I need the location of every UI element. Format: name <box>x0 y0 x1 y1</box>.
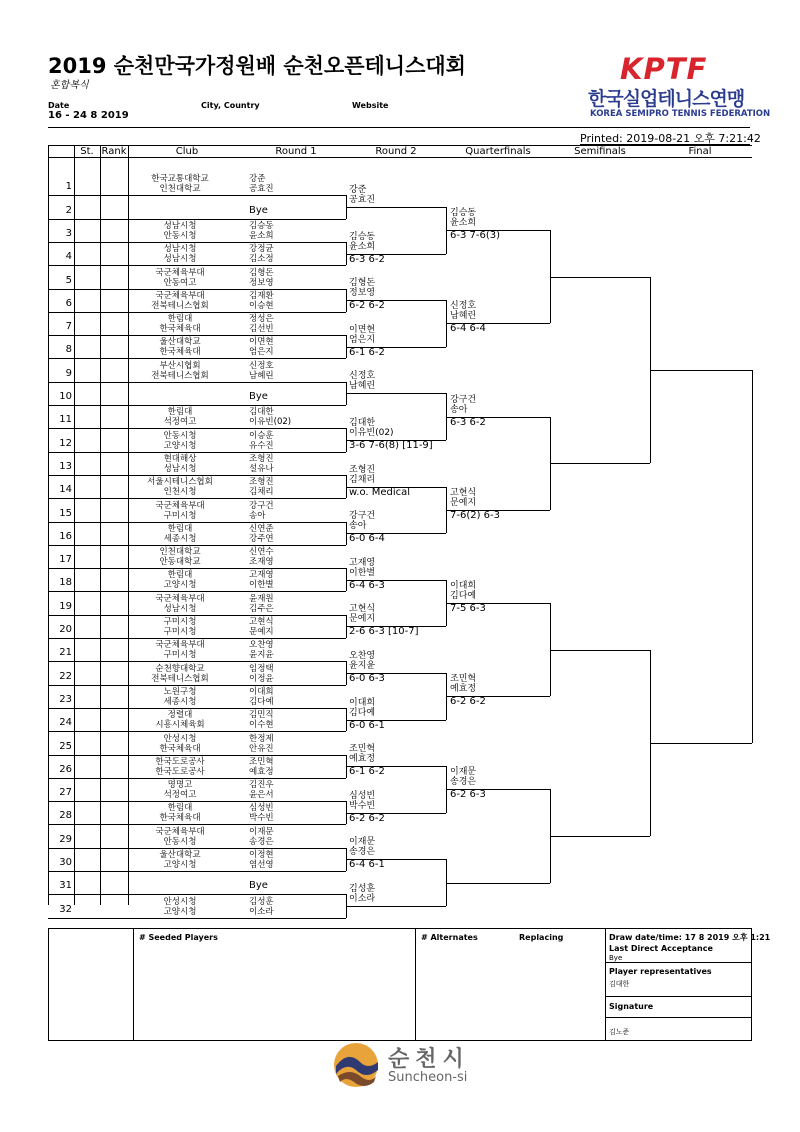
player-club: 시흥시체육회 <box>155 720 205 731</box>
date-value: 16 - 24 8 2019 <box>48 110 129 121</box>
draw-position-number: 15 <box>59 507 72 519</box>
r2-player-name: 엄은지 <box>349 334 376 345</box>
player-name: 이승훈 <box>249 430 274 441</box>
player-club: 명명고 <box>167 780 193 791</box>
draw-position-number: 16 <box>59 530 72 542</box>
player-reps-label: Player representatives <box>609 967 712 976</box>
city-name-english: Suncheon-si <box>388 1070 468 1085</box>
r2-player-name: 김대한 <box>349 417 376 428</box>
player-name: 김주은 <box>249 603 274 614</box>
qf-player-name: 예효정 <box>450 684 477 695</box>
draw-position-number: 12 <box>59 437 72 449</box>
city-label: City, Country <box>201 101 260 110</box>
player-name: 김소정 <box>249 254 274 265</box>
r2-match-score: 6-2 6-2 <box>349 300 385 312</box>
r2-player-name: 강준 <box>349 184 367 195</box>
draw-row-rule <box>48 522 346 523</box>
player-club: 한림대 <box>167 570 193 581</box>
player-name: 김다예 <box>249 696 274 707</box>
player-club: 안성시청 <box>163 733 197 744</box>
kptf-logo-korean: 한국실업테니스연맹 <box>588 88 745 110</box>
draw-position-number: 4 <box>65 251 72 263</box>
draw-position-number: 21 <box>59 647 72 659</box>
player-name: 김선빈 <box>249 324 274 335</box>
qf-slot-rule <box>446 883 550 884</box>
player-club: 세종시청 <box>163 696 197 707</box>
player-name: 이소라 <box>249 906 274 917</box>
player-name: 송경은 <box>249 836 274 847</box>
r2-match-score: 3-6 7-6(8) [11-9] <box>349 439 433 451</box>
player-club: 전북테니스협회 <box>151 673 209 684</box>
player-name: 박수빈 <box>249 813 274 824</box>
player-name: 조민혁 <box>249 756 274 767</box>
player-name: 조형진 <box>249 477 274 488</box>
qf-match-score: 6-3 6-2 <box>450 416 486 428</box>
r2-player-name: 고현식 <box>349 604 376 615</box>
col-header-final: Final <box>688 146 712 157</box>
r2-player-name: 김형돈 <box>349 278 376 289</box>
player-name: 조형진 <box>249 453 274 464</box>
last-direct-acceptance-label: Last Direct Acceptance <box>609 944 713 953</box>
draw-row-rule <box>48 801 346 802</box>
player-name: 강주연 <box>249 533 274 544</box>
player-club: 세종시청 <box>163 533 197 544</box>
player-name: 윤지윤 <box>249 650 274 661</box>
player-club: 한국체육대 <box>159 324 201 335</box>
qf-player-name: 윤소희 <box>450 218 477 229</box>
r2-player-name: 이소라 <box>349 893 376 904</box>
r2-player-name: 이면현 <box>349 324 376 335</box>
last-direct-acceptance-value: Bye <box>609 954 623 962</box>
col-header-semifinals: Semifinals <box>574 146 626 157</box>
player-club: 한국도로공사 <box>155 756 205 767</box>
player-club: 전북테니스협회 <box>151 300 209 311</box>
draw-row-rule <box>48 824 346 825</box>
draw-row-rule <box>48 894 346 895</box>
draw-row-rule <box>48 591 346 592</box>
player-name: 심성빈 <box>249 803 274 814</box>
r2-player-name: 정보영 <box>349 288 376 299</box>
replacing-label: Replacing <box>519 933 564 942</box>
qf-player-name: 강구건 <box>450 394 477 405</box>
event-subtitle: 혼합복식 <box>50 80 89 91</box>
col-header-quarterfinals: Quarterfinals <box>465 146 531 157</box>
r2-player-name: 신정호 <box>349 371 376 382</box>
player-name: 엄은지 <box>249 347 274 358</box>
draw-position-number: 5 <box>65 274 72 286</box>
col-header-round1: Round 1 <box>275 146 317 157</box>
r2-player-name: 김성훈 <box>349 883 376 894</box>
draw-position-number: 11 <box>59 414 72 426</box>
r2-match-score: 6-1 6-2 <box>349 766 385 778</box>
suncheon-emblem-icon <box>330 1040 382 1090</box>
draw-position-number: 25 <box>59 740 72 752</box>
r2-player-name: 강구건 <box>349 511 376 522</box>
player-club: 국군체육부대 <box>155 500 205 511</box>
player-club: 구미시청 <box>163 627 197 637</box>
r2-slot-rule <box>346 906 446 907</box>
draw-row-rule <box>48 382 346 383</box>
printed-timestamp: Printed: 2019-08-21 오후 7:21:42 <box>580 132 761 145</box>
draw-position-number: 27 <box>59 787 72 799</box>
draw-row-rule <box>48 405 346 406</box>
player-name: 윤소희 <box>249 230 274 241</box>
player-club: 한림대 <box>167 314 193 325</box>
col-divider-st <box>74 145 75 905</box>
signature-value: 김노준 <box>609 1028 630 1036</box>
player-club: 국군체육부대 <box>155 593 205 604</box>
player-club: 구미시청 <box>163 650 197 661</box>
kptf-logo <box>588 52 771 122</box>
r2-match-score: 6-3 6-2 <box>349 253 385 265</box>
player-club: 인천시청 <box>163 487 197 498</box>
draw-row-rule <box>48 452 346 453</box>
draw-row-rule <box>48 289 346 290</box>
draw-row-rule <box>48 638 346 639</box>
draw-row-rule <box>48 755 346 756</box>
player-name: 한정제 <box>249 733 274 744</box>
draw-datetime: Draw date/time: 17 8 2019 오후 1:21 <box>609 933 771 942</box>
player-name: 강구건 <box>249 500 274 511</box>
player-name: 문예지 <box>249 627 274 637</box>
player-club: 안동여고 <box>163 277 197 288</box>
bye-slot: Bye <box>249 391 268 402</box>
r2-match-score: w.o. Medical <box>349 486 411 498</box>
player-club: 구미시청 <box>163 617 197 627</box>
player-name: 안유진 <box>249 743 274 754</box>
draw-position-number: 14 <box>59 484 72 496</box>
player-name: 조재영 <box>249 557 274 568</box>
player-club: 고양시청 <box>163 440 197 451</box>
player-name: 이대희 <box>249 686 274 697</box>
col-header-st: St. <box>80 146 94 157</box>
player-club: 안동시청 <box>163 230 197 241</box>
draw-position-number: 23 <box>59 693 72 705</box>
draw-row-rule <box>48 778 346 779</box>
website-label: Website <box>352 101 389 110</box>
player-name: 김재환 <box>249 290 274 301</box>
draw-row-rule <box>48 731 346 732</box>
player-name: 공효진 <box>249 184 274 195</box>
player-club: 국군체육부대 <box>155 267 205 278</box>
player-name: 이면현 <box>249 337 274 348</box>
player-name: 남혜린 <box>249 370 274 381</box>
suncheon-city-logo <box>330 1040 490 1090</box>
player-club: 한국체육대 <box>159 743 201 754</box>
r2-match-score: 6-1 6-2 <box>349 346 385 358</box>
sf-slot-rule <box>550 650 650 651</box>
player-club: 안동시청 <box>163 430 197 441</box>
player-name: 김진우 <box>249 780 274 791</box>
r2-player-name: 윤지윤 <box>349 660 376 671</box>
kptf-logo-english: KOREA SEMIPRO TENNIS FEDERATION <box>590 109 771 119</box>
draw-position-number: 22 <box>59 670 72 682</box>
player-club: 성남시청 <box>163 254 197 265</box>
player-club: 고양시청 <box>163 906 197 917</box>
qf-player-name: 김승동 <box>450 208 477 219</box>
player-name: 고재영 <box>249 570 274 581</box>
player-name: 김대한 <box>249 407 274 418</box>
player-name: 이정현 <box>249 850 274 860</box>
player-club: 정렬대 <box>167 710 193 721</box>
player-name: 김승동 <box>249 220 274 231</box>
player-club: 안성시청 <box>163 896 197 907</box>
draw-position-number: 26 <box>59 763 72 775</box>
player-name: 이유빈(02) <box>249 417 292 428</box>
bye-slot: Bye <box>249 204 268 216</box>
qf-player-name: 이대희 <box>450 581 477 592</box>
player-name: 이승현 <box>249 300 274 311</box>
sf-slot-rule <box>550 277 650 278</box>
draw-row-rule <box>48 428 346 429</box>
player-club: 안동대학교 <box>159 557 201 568</box>
draw-position-number: 1 <box>65 181 72 193</box>
r2-match-score: 6-0 6-4 <box>349 533 385 545</box>
signature-label: Signature <box>609 1002 654 1011</box>
qf-player-name: 신정호 <box>450 301 477 312</box>
alternates-label: # Alternates <box>421 933 478 942</box>
player-name: 정성은 <box>249 314 274 325</box>
player-name: 윤재원 <box>249 593 274 604</box>
qf-player-name: 남혜린 <box>450 311 477 322</box>
player-club: 성남시청 <box>163 603 197 614</box>
qf-match-score: 6-4 6-4 <box>450 323 486 335</box>
r2-match-score: 6-0 6-3 <box>349 672 385 684</box>
player-club: 울산대학교 <box>159 850 201 860</box>
r2-player-name: 김다예 <box>349 707 376 718</box>
r2-player-name: 이대희 <box>349 697 376 708</box>
r2-player-name: 심성빈 <box>349 790 376 801</box>
draw-position-number: 29 <box>59 833 72 845</box>
player-reps-value: 김대한 <box>609 980 630 988</box>
draw-row-rule <box>48 545 346 546</box>
player-club: 전북테니스협회 <box>151 370 209 381</box>
player-club: 인천대학교 <box>159 547 201 558</box>
qf-match-score: 6-2 6-3 <box>450 789 486 801</box>
r2-player-name: 김채리 <box>349 474 376 485</box>
player-club: 서울시테니스협회 <box>147 477 213 488</box>
player-name: 신연준 <box>249 523 274 534</box>
r2-player-name: 조형진 <box>349 464 376 475</box>
player-name: 예효정 <box>249 766 274 777</box>
player-name: 설유나 <box>249 463 274 474</box>
player-club: 한국체육대 <box>159 347 201 358</box>
draw-position-number: 31 <box>59 880 72 892</box>
city-name-korean: 순천시 <box>388 1047 470 1072</box>
player-name: 강정균 <box>249 244 274 255</box>
r2-player-name: 고재영 <box>349 557 376 568</box>
player-club: 한림대 <box>167 803 193 814</box>
draw-position-number: 17 <box>59 554 72 566</box>
player-club: 한국교통대학교 <box>151 174 209 185</box>
draw-position-number: 18 <box>59 577 72 589</box>
draw-row-rule <box>48 358 346 359</box>
draw-row-rule <box>48 242 346 243</box>
player-club: 석정여고 <box>163 417 197 428</box>
r2-player-name: 예효정 <box>349 754 376 765</box>
draw-row-rule <box>48 685 346 686</box>
draw-position-number: 13 <box>59 460 72 472</box>
draw-position-number: 8 <box>65 344 72 356</box>
r2-match-score: 6-0 6-1 <box>349 719 385 731</box>
draw-position-number: 32 <box>59 903 72 915</box>
r2-player-name: 박수빈 <box>349 800 376 811</box>
player-club: 순천향대학교 <box>155 663 205 674</box>
qf-player-name: 김다예 <box>450 591 477 602</box>
draw-position-number: 3 <box>65 227 72 239</box>
draw-row-rule <box>48 195 346 196</box>
draw-row-rule <box>48 848 346 849</box>
player-club: 부산시협회 <box>159 360 201 371</box>
player-club: 석정여고 <box>163 790 197 801</box>
player-club: 울산대학교 <box>159 337 201 348</box>
r2-match-score: 2-6 6-3 [10-7] <box>349 626 419 638</box>
player-name: 오찬영 <box>249 640 274 651</box>
player-name: 염선영 <box>249 860 274 870</box>
player-club: 구미시청 <box>163 510 197 521</box>
player-name: 신정호 <box>249 360 274 371</box>
r2-player-name: 공효진 <box>349 194 376 205</box>
player-club: 한국도로공사 <box>155 766 205 777</box>
draw-row-rule <box>48 265 346 266</box>
r2-slot-rule <box>346 207 446 208</box>
r2-match-score: 6-4 6-3 <box>349 579 385 591</box>
player-club: 현대해상 <box>163 453 197 464</box>
draw-row-rule <box>48 568 346 569</box>
draw-position-number: 6 <box>65 297 72 309</box>
r2-player-name: 조민혁 <box>349 744 376 755</box>
draw-row-rule <box>48 219 346 220</box>
player-name: 임정택 <box>249 663 274 674</box>
draw-position-number: 20 <box>59 624 72 635</box>
qf-match-score: 6-3 7-6(3) <box>450 230 501 242</box>
player-club: 노원구청 <box>163 686 197 697</box>
r2-match-score: 6-4 6-1 <box>349 859 385 871</box>
player-name: 김채리 <box>249 487 274 498</box>
r2-slot-rule <box>346 393 446 394</box>
draw-position-number: 10 <box>59 391 72 402</box>
draw-row-rule <box>48 475 346 476</box>
player-name: 윤은서 <box>249 790 274 801</box>
date-label: Date <box>48 101 70 110</box>
draw-row-rule <box>48 335 346 336</box>
draw-position-number: 7 <box>65 321 72 333</box>
header-divider <box>48 127 750 128</box>
player-club: 안동시청 <box>163 836 197 847</box>
page-title: 2019 순천만국가정원배 순천오픈테니스대회 <box>48 54 466 78</box>
col-header-rank: Rank <box>101 146 127 157</box>
r2-player-name: 송경은 <box>349 847 376 858</box>
draw-position-number: 9 <box>65 367 72 379</box>
player-name: 정보영 <box>249 277 274 288</box>
player-club: 성남시청 <box>163 463 197 474</box>
player-club: 국군체육부대 <box>155 290 205 301</box>
player-name: 이한별 <box>249 580 274 591</box>
r2-player-name: 오찬영 <box>349 650 376 661</box>
draw-row-rule <box>48 708 346 709</box>
qf-player-name: 조민혁 <box>450 674 477 685</box>
player-club: 한림대 <box>167 523 193 534</box>
player-club: 한림대 <box>167 407 193 418</box>
r2-player-name: 윤소희 <box>349 241 376 252</box>
draw-row-rule <box>48 661 346 662</box>
player-club: 한국체육대 <box>159 813 201 824</box>
r2-player-name: 남혜린 <box>349 381 376 392</box>
col-header-round2: Round 2 <box>375 146 417 157</box>
player-name: 유수진 <box>249 440 274 451</box>
bye-slot: Bye <box>249 880 268 892</box>
player-name: 김형돈 <box>249 267 274 278</box>
player-name: 이재문 <box>249 826 274 837</box>
player-name: 이정윤 <box>249 673 274 684</box>
draw-position-number: 19 <box>59 600 72 612</box>
draw-position-number: 28 <box>59 810 72 822</box>
col-header-club: Club <box>175 146 199 157</box>
player-club: 성남시청 <box>163 244 197 255</box>
player-name: 이수현 <box>249 720 274 731</box>
final-slot-rule <box>650 743 752 744</box>
player-club: 고양시청 <box>163 580 197 591</box>
draw-position-number: 24 <box>59 717 72 729</box>
r2-player-name: 김승동 <box>349 231 376 242</box>
footer-box <box>48 928 771 1041</box>
seeded-players-label: # Seeded Players <box>139 933 218 942</box>
kptf-logo-mark: KPTF <box>620 52 708 86</box>
qf-player-name: 송아 <box>450 404 468 415</box>
r2-match-score: 6-2 6-2 <box>349 812 385 824</box>
r2-player-name: 문예지 <box>349 614 376 625</box>
player-club: 고양시청 <box>163 860 197 870</box>
player-club: 인천대학교 <box>159 184 201 195</box>
r2-player-name: 이한별 <box>349 567 376 578</box>
qf-match-score: 7-5 6-3 <box>450 603 486 615</box>
player-name: 강준 <box>249 174 266 185</box>
final-slot-rule <box>650 370 752 371</box>
qf-player-name: 문예지 <box>450 497 477 508</box>
player-name: 고현식 <box>249 617 274 627</box>
final-bracket-connector <box>752 370 753 743</box>
qf-match-score: 6-2 6-2 <box>450 696 486 708</box>
sf-slot-rule <box>550 836 650 837</box>
r2-player-name: 이재문 <box>349 837 376 848</box>
qf-player-name: 송경은 <box>450 777 477 788</box>
table-header-rule <box>48 157 752 158</box>
player-club: 국군체육부대 <box>155 640 205 651</box>
player-club: 국군체육부대 <box>155 826 205 837</box>
player-name: 김민직 <box>249 710 274 721</box>
draw-row-rule <box>48 498 346 499</box>
r2-player-name: 이유빈(02) <box>349 427 394 438</box>
qf-player-name: 고현식 <box>450 487 477 498</box>
draw-position-number: 2 <box>65 204 72 216</box>
r2-player-name: 송아 <box>349 521 367 532</box>
qf-match-score: 7-6(2) 6-3 <box>450 509 501 521</box>
player-name: 신연수 <box>249 547 274 558</box>
qf-player-name: 이재문 <box>450 767 477 778</box>
draw-row-rule <box>48 871 346 872</box>
col-divider-rank <box>100 145 101 905</box>
player-club: 성남시청 <box>163 220 197 231</box>
sf-slot-rule <box>550 463 650 464</box>
draw-position-number: 30 <box>59 857 72 868</box>
draw-row-rule <box>48 312 346 313</box>
draw-row-rule <box>48 615 346 616</box>
draw-row-rule <box>48 918 346 919</box>
player-name: 김성훈 <box>249 896 274 907</box>
player-name: 송아 <box>249 510 266 521</box>
